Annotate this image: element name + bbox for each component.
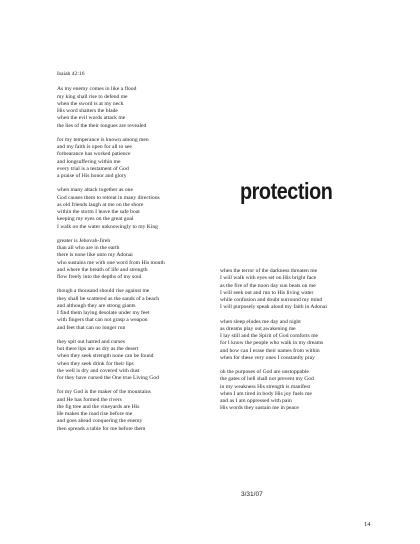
poem-line: and where the breath of life and strength <box>57 266 148 273</box>
left-column <box>57 71 222 440</box>
poem-line: and as I am oppressed with pain <box>220 398 292 404</box>
poem-title: protection <box>240 178 333 204</box>
poem-line: when the sword is at my neck <box>57 100 124 107</box>
poem-line: and my faith is open for all to see <box>57 144 132 150</box>
poem-line: as old friends laugh at me on the shore <box>57 201 144 208</box>
stanza <box>57 187 222 231</box>
poem-line: the fig tree and the vineyards are His <box>57 403 140 410</box>
poem-line: they shall be scattered as the sands of a beach <box>57 295 160 302</box>
poem-line: then spreads a table for me before them <box>57 425 146 432</box>
poem-line: forbearance has worked patience <box>57 151 131 158</box>
poem-line: as dreams play out awakening me <box>220 325 296 332</box>
poem-line: and although they are strong giants <box>57 302 136 309</box>
poem-line: a praise of His honor and glory <box>57 173 127 179</box>
poem-line: for my God is the maker of the mountains <box>57 389 151 396</box>
poem-line: there is none like unto my Adonai <box>57 252 133 259</box>
poem-line: with fingers that can not grasp a weapon <box>57 317 148 324</box>
poem-line: and feet that can no longer run <box>57 324 126 331</box>
poem-line: and longsuffering within me <box>57 158 121 165</box>
poem-line: I will walk with eyes set on His bright face <box>220 275 317 282</box>
poem-line: for my temperance is known among men <box>57 136 149 143</box>
poem-line: every trial is a testament of God <box>57 165 129 172</box>
poem-date: 3/31/07 <box>241 491 263 498</box>
poem-line: for I know the people who walk in my dreams <box>220 340 324 347</box>
poem-line: my king shall rise to defend me <box>57 93 128 100</box>
poem-line: His words they sustain me in peace <box>220 405 299 412</box>
poem-line: while confusion and doubt surround my mind <box>220 297 323 303</box>
poem-line: and He has formed the rivers <box>57 396 122 403</box>
poem-line: the well is dry and covered with dust <box>57 367 140 374</box>
poem-line: flow freely into the depths of my soul <box>57 274 142 280</box>
poem-line: I walk on the water unknowingly to my King <box>57 223 158 230</box>
stanza <box>57 86 222 130</box>
poem-line: keeping my eyes on the great goal <box>57 216 134 223</box>
poem-line: they spit out hatred and curses <box>57 338 125 345</box>
poem-line: I will seek out and run to His living water <box>220 289 314 296</box>
stanza <box>57 339 222 383</box>
poem-line: the gates of hell shall not prevent my God <box>220 376 314 383</box>
poem-line: when they seek drink for their lips <box>57 360 134 367</box>
poem-line: when I am tired in body His joy fuels me <box>220 390 312 397</box>
right-stanzas <box>220 268 395 413</box>
poem-line: when they seek strength none can be found <box>57 353 154 360</box>
poem-line: I find them laying desolate under my feet <box>57 310 150 316</box>
poem-line: when sleep eludes me day and night <box>220 318 301 325</box>
poem-line: when for these very ones I constantly pray <box>220 354 315 361</box>
poem-line: but there lips are as dry as the desert <box>57 346 139 352</box>
poem-line: when the terror of the darkness threaten me <box>220 268 318 274</box>
stanza <box>57 238 222 282</box>
poem-line: As my enemy comes in like a flood <box>57 86 137 93</box>
stanza <box>220 369 395 413</box>
poem-line: for they have cursed the One true Living God <box>57 375 159 381</box>
poem-line: than all who are in the earth <box>57 245 120 251</box>
stanza <box>220 319 395 363</box>
poem-line: and how can I erase their names from within <box>220 347 320 354</box>
poem-line: oh the purposes of God are unstoppable <box>220 369 309 375</box>
stanza <box>57 137 222 181</box>
poem-line: His word shatters the blade <box>57 108 118 114</box>
stanza <box>220 268 395 312</box>
page-number: 14 <box>364 521 371 528</box>
left-stanzas <box>57 86 222 433</box>
poem-line: within the storm I leave the safe boat <box>57 209 140 215</box>
poem-line: who sustains me with one word from His mouth <box>57 259 165 266</box>
poem-line: when many attack together as one <box>57 187 133 194</box>
poem-line: when the evil words attack me <box>57 115 126 122</box>
poem-line: I lay still and the Spirit of God comforts me <box>220 333 319 339</box>
scripture-reference: Isaiah 42:16 <box>57 71 85 77</box>
poem-line: and goes ahead conquering the enemy <box>57 418 143 425</box>
poem-line: in my weakness His strength is manifest <box>220 383 311 390</box>
poem-line: as the fire of the noon day sun beats on me <box>220 282 316 289</box>
poem-line: though a thousand should rise against me <box>57 288 150 295</box>
poem-line: the lies of the their tongues are revealed <box>57 122 147 129</box>
poem-line: greater is Jehovah-Jireh <box>57 237 111 244</box>
stanza <box>57 389 222 433</box>
poem-line: I will purposely speak aloud my faith in Adonai <box>220 304 327 311</box>
right-column <box>220 268 395 420</box>
poem-line: He makes the road rise before me <box>57 411 133 417</box>
stanza <box>57 288 222 332</box>
poem-line: God causes them to retreat in many directions <box>57 194 160 201</box>
